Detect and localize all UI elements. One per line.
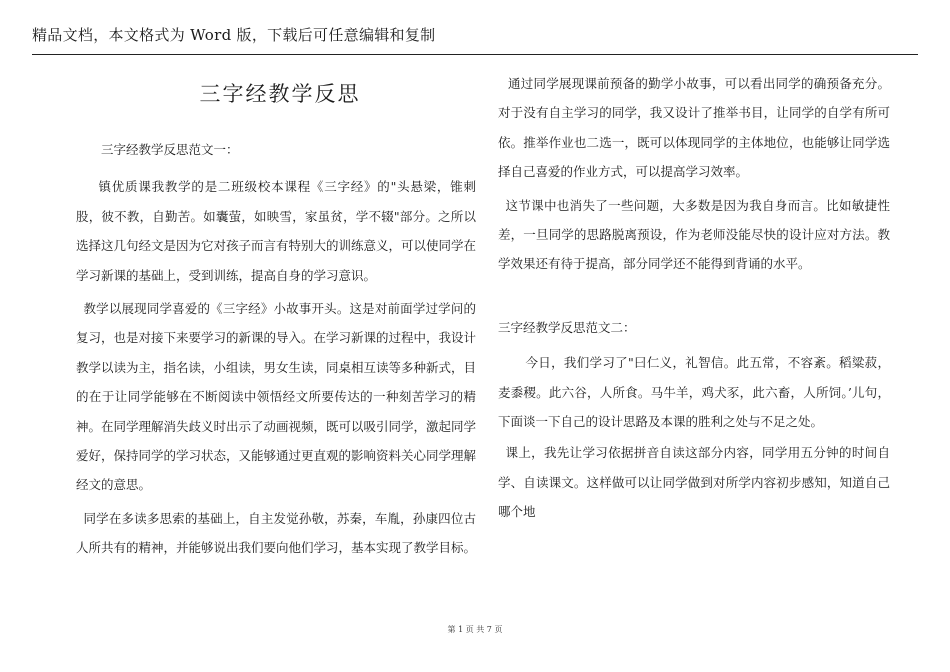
left-column [76,64,476,563]
paragraph: 同学在多读多思索的基础上，自主发觉孙敬，苏秦，车胤，孙康四位古人所共有的精神，并能够说出我们要向他们学习，基本实现了教学目标。 [76,510,477,556]
paragraph: 课上，我先让学习依据拼音自读这部分内容，同学用五分钟的时间自学、自读课文。这样做可以让同学做到对所学内容初步感知，知道自己哪个地 [498,445,890,520]
document-title: 三字经教学反思 [199,82,361,106]
paragraph: 通过同学展现课前预备的勤学小故事，可以看出同学的确预备充分。对于没有自主学习的同学，我又设计了推举书目，让同学的自学有所可依。推举作业也二选一，既可以体现同学的主体地位，也能够让同学选择自己喜爱的作业方式，可以提高学习效率。 [498,76,890,180]
header-divider [32,54,918,55]
paragraph: 今日，我们学习了"曰仁义，礼智信。此五常，不容紊。稻粱菽，麦黍稷。此六谷，人所食。马牛羊，鸡犬豕，此六畜，人所饲。’儿句，下面谈一下自己的设计思路及本课的胜利之处与不足之处。 [498,355,890,430]
section-heading-1: 三字经教学反思范文一： [101,142,239,157]
section-heading-2: 三字经教学反思范文二： [498,319,636,335]
paragraph: 教学以展现同学喜爱的《三字经》小故事开头。这是对前面学过学问的复习，也是对接下来要学习的新课的导入。在学习新课的过程中，我设计教学以读为主，指名读，小组读，男女生读，同桌相互读等多种新式，目的在于让同学能够在不断阅读中领悟经文所要传达的一种刻苦学习的精神。在同学理解消失歧义时出示了动画视频，既可以吸引同学，激起同学爱好，保持同学的学习状态，又能够通过更直观的影响资料关心同学理解经文的意思。 [76,301,477,493]
paragraph: 镇优质课我教学的是二班级校本课程《三字经》的"头悬梁，锥刺股，彼不教，自勤苦。如囊萤，如映雪，家虽贫，学不辍"部分。之所以选择这几句经文是因为它对孩子而言有特别大的训练意义，可以使同学在学习新课的基础上，受到训练，提高自身的学习意识。 [76,179,477,283]
right-column [498,64,890,527]
paragraph: 这节课中也消失了一些问题，大多数是因为我自身而言。比如敏捷性差，一旦同学的思路脱离预设，作为老师没能尽快的设计应对方法。教学效果还有待于提高，部分同学还不能得到背诵的水平。 [498,197,890,272]
page-number: 第 1 页 共 7 页 [447,625,503,634]
page-header: 精品文档，本文格式为 Word 版，下载后可任意编辑和复制 [32,26,436,44]
